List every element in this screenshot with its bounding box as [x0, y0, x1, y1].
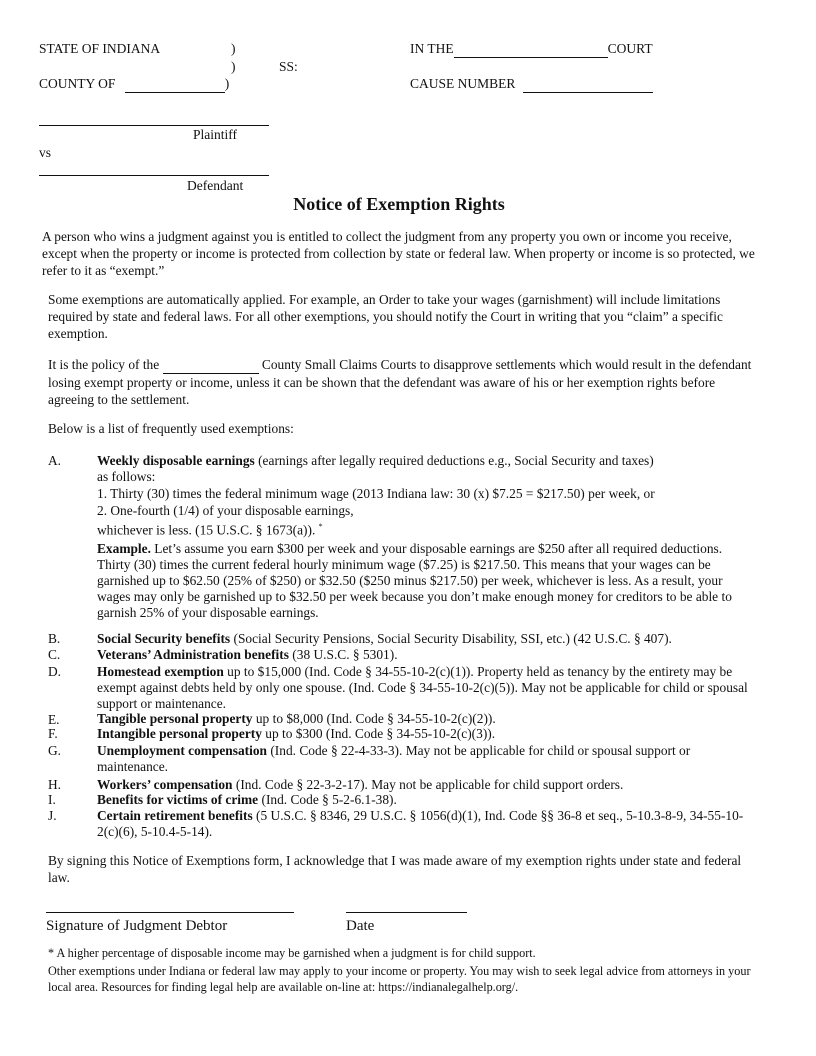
plaintiff-label: Plaintiff — [193, 127, 238, 142]
item-i-letter: I. — [48, 792, 56, 807]
example-text: Let’s assume you earn $300 per week and your disposable earnings are $250 after all required deductions. Thirty (30) times the current federal hourly minimum wage ($7.25) is $217.50. This means that your wages can be garnished up to $62.50 (25% of $250) or $32.50 ($250 minus $217.50) per week, whichever is less. As a result, your wages may only be garnished up to $32.50 per week because you don’t make enough money for creditors to be able to garnish 25% of your disposable earnings. — [97, 541, 732, 620]
item-e-title: Tangible personal property — [97, 711, 253, 726]
item-d-title: Homestead exemption — [97, 664, 224, 679]
item-h-text: (Ind. Code § 22-3-2-17). May not be applicable for child support orders. — [232, 777, 624, 792]
item-a-whichever-text: whichever is less. (15 U.S.C. § 1673(a)). — [97, 522, 316, 538]
court-blank[interactable] — [454, 41, 608, 58]
item-c-letter: C. — [48, 647, 61, 662]
court-label: COURT — [607, 41, 653, 56]
item-g-text: (Ind. Code § 22-4-33-3). May not be applicable for child or spousal support or maintenance. — [97, 743, 691, 774]
vs-label: vs — [39, 145, 52, 160]
item-j-title: Certain retirement benefits — [97, 808, 253, 823]
document-title: Notice of Exemption Rights — [293, 194, 505, 214]
list-intro: Below is a list of frequently used exemptions: — [48, 421, 294, 436]
item-h — [97, 777, 757, 793]
item-f-letter: F. — [48, 726, 58, 741]
item-g-letter: G. — [48, 743, 62, 758]
item-e — [97, 712, 757, 726]
county-label: COUNTY OF — [39, 76, 116, 91]
example-title: Example. — [97, 541, 151, 556]
county-policy-blank[interactable] — [163, 356, 259, 374]
item-a-text: (earnings after legally required deductions e.g., Social Security and taxes) — [254, 453, 654, 468]
other-exemptions-note: Other exemptions under Indiana or federal law may apply to your income or property. You may wish to seek legal advice from attorneys in your local area. Resources for finding legal help are available on-line at: https://indianalegalhelp.org/. — [48, 964, 751, 994]
item-g-title: Unemployment compensation — [97, 743, 267, 758]
item-a-option-2: 2. One-fourth (1/4) of your disposable earnings, — [97, 503, 354, 518]
item-a-whichever — [97, 519, 323, 538]
cause-number-label: CAUSE NUMBER — [410, 76, 516, 91]
cause-number-blank[interactable] — [523, 76, 653, 93]
signature-label: Signature of Judgment Debtor — [46, 918, 228, 934]
item-d-letter: D. — [48, 664, 62, 679]
item-d — [97, 664, 757, 712]
item-d-text: up to $15,000 (Ind. Code § 34-55-10-2(c)(1)). Property held as tenancy by the entirety may be exempt against debts held by only one spouse. (Ind. Code § 34-55-10-2(c)(5)). May not be applicable for child or spousal support or maintenance. — [97, 664, 748, 711]
date-label: Date — [346, 918, 375, 934]
defendant-line[interactable] — [39, 175, 269, 176]
item-j-text: (5 U.S.C. § 8346, 29 U.S.C. § 1056(d)(1), Ind. Code §§ 36-8 et seq., 5-10.3-8-9, 34-55-10-2(c)(6), 5-10.4-5-14). — [97, 808, 744, 839]
auto-exemptions-paragraph: Some exemptions are automatically applied. For example, an Order to take your wages (garnishment) will include limitations required by state and federal laws. For all other exemptions, you should notify the Court in writing that you “claim” a specific exemption. — [48, 292, 723, 341]
state-label: STATE OF INDIANA — [39, 41, 161, 56]
item-b — [97, 631, 757, 647]
item-h-letter: H. — [48, 777, 62, 792]
court-line — [410, 41, 653, 58]
item-e-letter: E. — [48, 712, 60, 727]
plaintiff-line[interactable] — [39, 125, 269, 126]
acknowledgement-paragraph: By signing this Notice of Exemptions form, I acknowledge that I was made aware of my exemption rights under state and federal law. — [48, 853, 742, 885]
ss-label: SS: — [279, 59, 298, 74]
item-b-title: Social Security benefits — [97, 631, 231, 646]
date-line[interactable] — [346, 912, 467, 913]
item-i-title: Benefits for victims of crime — [97, 792, 259, 807]
caption-paren: ) — [231, 59, 236, 74]
item-c-title: Veterans’ Administration benefits — [97, 647, 289, 662]
item-a-example — [97, 541, 749, 621]
county-line — [39, 76, 229, 93]
item-a-as-follows: as follows: — [97, 469, 156, 484]
in-the-label: IN THE — [410, 41, 454, 56]
item-a-title: Weekly disposable earnings — [97, 453, 255, 468]
child-support-footnote: * A higher percentage of disposable income may be garnished when a judgment is for child support. — [48, 946, 536, 960]
item-c — [97, 647, 757, 663]
policy-paragraph — [48, 356, 758, 408]
item-j-letter: J. — [48, 808, 57, 823]
item-i — [97, 792, 757, 808]
item-f-text: up to $300 (Ind. Code § 34-55-10-2(c)(3)). — [261, 726, 496, 741]
item-a-heading — [97, 453, 654, 469]
item-e-text: up to $8,000 (Ind. Code § 34-55-10-2(c)(2)). — [252, 711, 496, 726]
item-b-text: (Social Security Pensions, Social Security Disability, SSI, etc.) (42 U.S.C. § 407). — [230, 631, 672, 646]
item-i-text: (Ind. Code § 5-2-6.1-38). — [258, 792, 397, 807]
footnote-star: * — [318, 522, 323, 531]
cause-number-line — [410, 76, 653, 93]
policy-text-b: County Small Claims Courts to disapprove settlements which would result in the defendant losing exempt property or income, unless it can be shown that the defendant was aware of his or her exemption rights before agreeing to the settlement. — [48, 357, 752, 407]
item-j — [97, 808, 757, 840]
intro-paragraph: A person who wins a judgment against you is entitled to collect the judgment from any property you own or income you receive, except when the property or income is protected from collection by state or federal law. When property or income is so protected, we refer to it as “exempt.” — [42, 229, 755, 278]
item-g — [97, 743, 757, 775]
item-c-text: (38 U.S.C. § 5301). — [288, 647, 398, 662]
signature-line[interactable] — [46, 912, 294, 913]
item-f-title: Intangible personal property — [97, 726, 262, 741]
defendant-label: Defendant — [187, 178, 244, 193]
item-f — [97, 726, 757, 742]
item-a-letter: A. — [48, 453, 62, 468]
item-b-letter: B. — [48, 631, 61, 646]
policy-text-a: It is the policy of the — [48, 357, 160, 372]
item-h-title: Workers’ compensation — [97, 777, 233, 792]
item-a-option-1: 1. Thirty (30) times the federal minimum wage (2013 Indiana law: 30 (x) $7.25 = $217.50) per week, or — [97, 486, 655, 501]
caption-paren: ) — [224, 76, 230, 91]
county-blank[interactable] — [125, 76, 225, 93]
caption-paren: ) — [231, 41, 236, 56]
